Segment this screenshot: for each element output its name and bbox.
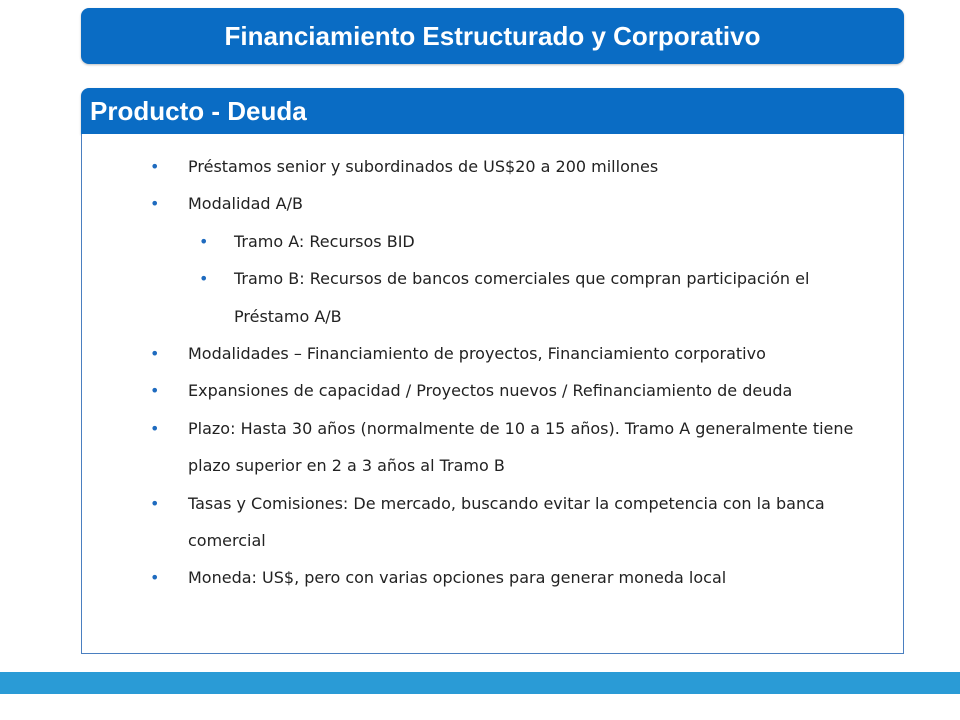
list-item: [82, 410, 903, 485]
sub-list-item: [82, 260, 903, 335]
list-item-text: Modalidades – Financiamiento de proyectos, Financiamiento corporativo: [188, 344, 766, 364]
bullet-icon: •: [199, 231, 209, 251]
section-title: Producto - Deuda: [90, 95, 307, 126]
list-item-text: Modalidad A/B: [188, 194, 303, 214]
list-item-text: Moneda: US$, pero con varias opciones para generar moneda local: [188, 568, 727, 588]
bullet-icon: •: [150, 493, 160, 513]
sub-list-item: [82, 223, 903, 260]
bullet-icon: •: [150, 344, 160, 364]
bullet-icon: •: [199, 269, 209, 289]
slide-title: Financiamiento Estructurado y Corporativo: [224, 20, 761, 51]
bullet-list: [82, 148, 903, 597]
bullet-icon: •: [150, 194, 160, 214]
list-item-text: Expansiones de capacidad / Proyectos nuevos / Refinanciamiento de deuda: [188, 381, 793, 401]
content-panel: [81, 134, 904, 654]
list-item-text: Tramo B: Recursos de bancos comerciales que compran participación el Préstamo A/B: [234, 269, 810, 326]
bullet-icon: •: [150, 381, 160, 401]
bullet-icon: •: [150, 568, 160, 588]
bullet-icon: •: [150, 157, 160, 176]
slide-title-bar: [81, 8, 904, 64]
list-item: [82, 559, 903, 596]
list-item: [82, 485, 903, 560]
list-item: [82, 148, 903, 185]
list-item-text: Tramo A: Recursos BID: [234, 231, 415, 251]
list-item-text: Plazo: Hasta 30 años (normalmente de 10 a 15 años). Tramo A generalmente tiene plazo superior en 2 a 3 años al Tramo B: [188, 418, 854, 476]
footer-strip: [0, 672, 960, 694]
list-item: [82, 372, 903, 409]
list-item-text: Tasas y Comisiones: De mercado, buscando evitar la competencia con la banca comercial: [188, 493, 825, 551]
list-item-text: Préstamos senior y subordinados de US$20 a 200 millones: [188, 157, 659, 176]
bullet-icon: •: [150, 418, 160, 438]
list-item: [82, 185, 903, 222]
section-header-bar: [81, 88, 904, 134]
list-item: [82, 335, 903, 372]
